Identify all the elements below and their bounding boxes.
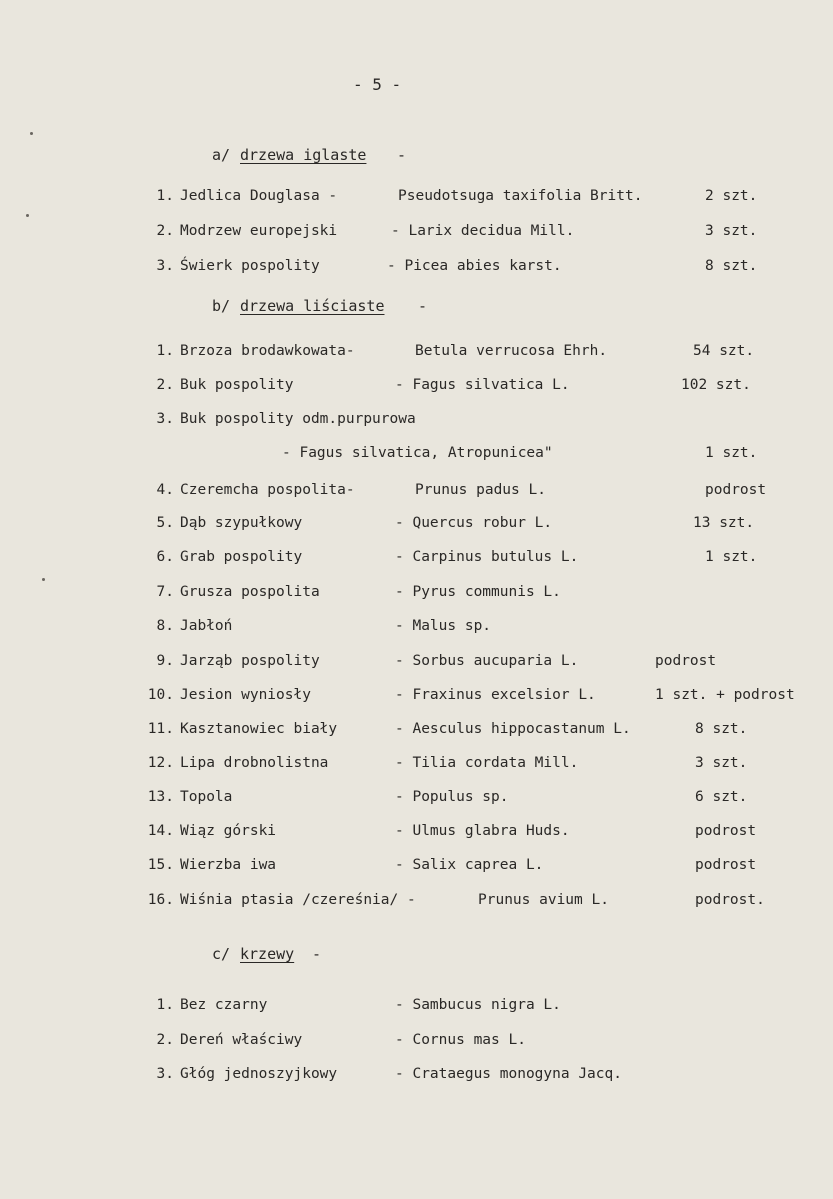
- row-number: 10.: [147, 687, 174, 703]
- section-c-suffix: -: [312, 945, 322, 963]
- latin-name: - Carpinus butulus L.: [395, 549, 579, 565]
- latin-name: - Picea abies karst.: [387, 258, 562, 274]
- section-a-prefix: a/: [212, 146, 231, 164]
- section-b-prefix: b/: [212, 297, 231, 315]
- quantity: podrost: [695, 857, 757, 873]
- row-number: 3.: [156, 258, 174, 274]
- row-number: 2.: [156, 223, 174, 239]
- row-number: 2.: [156, 377, 174, 393]
- row-number: 7.: [156, 584, 174, 600]
- latin-name: - Populus sp.: [395, 789, 509, 805]
- row-number: 15.: [147, 857, 174, 873]
- quantity: podrost: [655, 653, 717, 669]
- polish-name: Głóg jednoszyjkowy: [180, 1066, 338, 1082]
- margin-speck: [30, 132, 33, 135]
- quantity: podrost: [695, 823, 757, 839]
- latin-name: - Tilia cordata Mill.: [395, 755, 579, 771]
- row-number: 2.: [156, 1032, 174, 1048]
- polish-name: Jabłoń: [180, 618, 233, 634]
- section-a-suffix: -: [397, 146, 407, 164]
- margin-speck: [26, 214, 29, 217]
- polish-name: Grab pospolity: [180, 549, 303, 565]
- quantity: 1 szt.: [705, 445, 758, 461]
- latin-name: - Aesculus hippocastanum L.: [395, 721, 631, 737]
- polish-name: Bez czarny: [180, 997, 268, 1013]
- polish-name: Świerk pospolity: [180, 258, 320, 274]
- latin-name: - Crataegus monogyna Jacq.: [395, 1066, 622, 1082]
- quantity: 13 szt.: [693, 515, 755, 531]
- polish-name: Wiśnia ptasia /czereśnia/ -: [180, 892, 416, 908]
- latin-name: - Salix caprea L.: [395, 857, 544, 873]
- latin-name: - Larix decidua Mill.: [391, 223, 575, 239]
- quantity: podrost.: [695, 892, 765, 908]
- latin-name: - Quercus robur L.: [395, 515, 553, 531]
- latin-name: Betula verrucosa Ehrh.: [415, 343, 608, 359]
- polish-name: Czeremcha pospolita-: [180, 482, 355, 498]
- latin-name: - Fagus silvatica L.: [395, 377, 570, 393]
- latin-name: - Pyrus communis L.: [395, 584, 561, 600]
- latin-name: - Fagus silvatica, Atropunicea": [282, 445, 553, 461]
- polish-name: Lipa drobnolistna: [180, 755, 329, 771]
- row-number: 14.: [147, 823, 174, 839]
- row-number: 13.: [147, 789, 174, 805]
- latin-name: - Malus sp.: [395, 618, 492, 634]
- row-number: 1.: [156, 343, 174, 359]
- section-c-title: krzewy: [240, 945, 295, 963]
- row-number: 8.: [156, 618, 174, 634]
- latin-name: - Sorbus aucuparia L.: [395, 653, 579, 669]
- row-number: 3.: [156, 1066, 174, 1082]
- row-number: 1.: [156, 188, 174, 204]
- quantity: 3 szt.: [705, 223, 758, 239]
- quantity: 8 szt.: [695, 721, 748, 737]
- section-b-suffix: -: [418, 297, 428, 315]
- row-number: 16.: [147, 892, 174, 908]
- polish-name: Modrzew europejski: [180, 223, 338, 239]
- polish-name: Buk pospolity: [180, 377, 294, 393]
- row-number: 11.: [147, 721, 174, 737]
- polish-name: Topola: [180, 789, 233, 805]
- polish-name: Buk pospolity odm.purpurowa: [180, 411, 416, 427]
- polish-name: Jesion wyniosły: [180, 687, 311, 703]
- page-number: - 5 -: [353, 75, 402, 94]
- polish-name: Dąb szypułkowy: [180, 515, 303, 531]
- quantity: 1 szt.: [705, 549, 758, 565]
- margin-speck: [42, 578, 45, 581]
- quantity: 3 szt.: [695, 755, 748, 771]
- polish-name: Jarząb pospolity: [180, 653, 320, 669]
- quantity: 6 szt.: [695, 789, 748, 805]
- row-number: 4.: [156, 482, 174, 498]
- latin-name: Prunus avium L.: [478, 892, 609, 908]
- polish-name: Wierzba iwa: [180, 857, 277, 873]
- polish-name: Wiąz górski: [180, 823, 277, 839]
- latin-name: Pseudotsuga taxifolia Britt.: [398, 188, 643, 204]
- polish-name: Kasztanowiec biały: [180, 721, 338, 737]
- quantity: 1 szt. + podrost: [655, 687, 795, 703]
- quantity: podrost: [705, 482, 767, 498]
- latin-name: - Ulmus glabra Huds.: [395, 823, 570, 839]
- latin-name: - Fraxinus excelsior L.: [395, 687, 596, 703]
- section-a-title: drzewa iglaste: [240, 146, 367, 164]
- polish-name: Brzoza brodawkowata-: [180, 343, 355, 359]
- quantity: 54 szt.: [693, 343, 755, 359]
- polish-name: Grusza pospolita: [180, 584, 320, 600]
- row-number: 1.: [156, 997, 174, 1013]
- latin-name: Prunus padus L.: [415, 482, 546, 498]
- quantity: 102 szt.: [681, 377, 751, 393]
- quantity: 8 szt.: [705, 258, 758, 274]
- row-number: 3.: [156, 411, 174, 427]
- section-c-prefix: c/: [212, 945, 231, 963]
- row-number: 12.: [147, 755, 174, 771]
- latin-name: - Cornus mas L.: [395, 1032, 526, 1048]
- row-number: 9.: [156, 653, 174, 669]
- latin-name: - Sambucus nigra L.: [395, 997, 561, 1013]
- polish-name: Dereń właściwy: [180, 1032, 303, 1048]
- polish-name: Jedlica Douglasa -: [180, 188, 338, 204]
- row-number: 6.: [156, 549, 174, 565]
- section-b-title: drzewa liściaste: [240, 297, 385, 315]
- row-number: 5.: [156, 515, 174, 531]
- quantity: 2 szt.: [705, 188, 758, 204]
